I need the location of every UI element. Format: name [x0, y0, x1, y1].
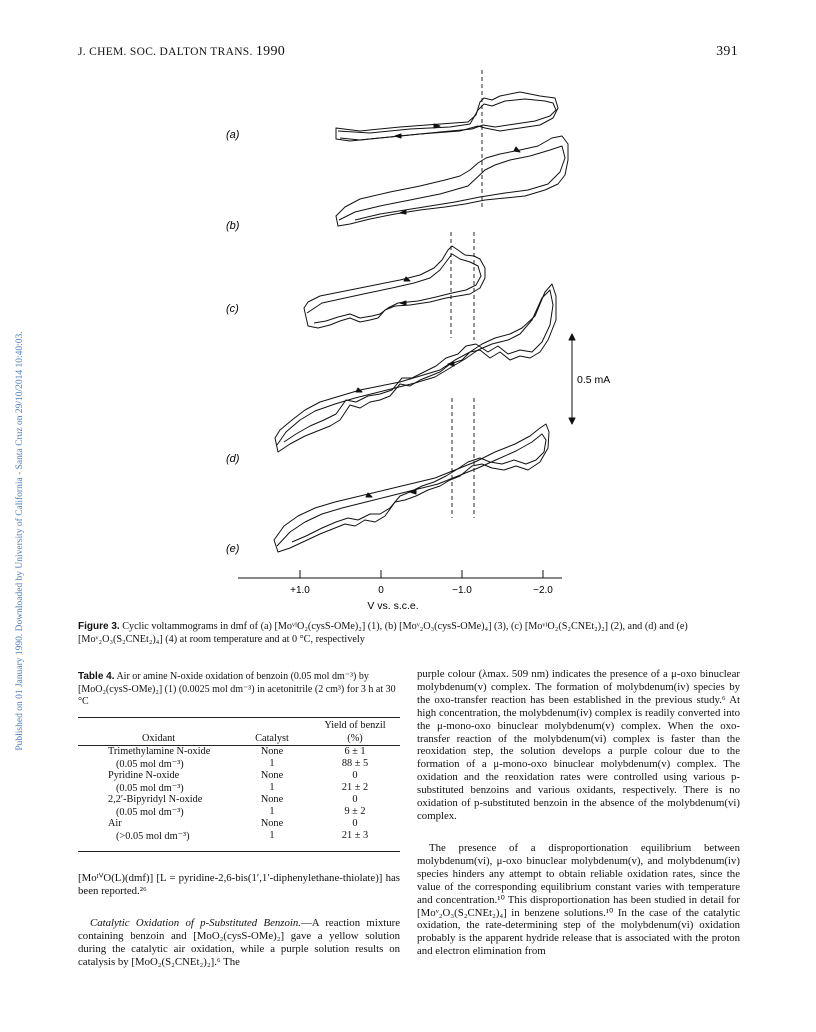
table-cell: 9 ± 2: [344, 806, 366, 817]
table-cell: Air: [108, 818, 122, 829]
table-caption: [78, 671, 400, 709]
x-tick-label: +1.0: [290, 585, 310, 596]
journal-year: 1990: [255, 44, 286, 59]
scale-bar-label: 0.5 mA: [577, 374, 611, 386]
table-cell: 1: [269, 758, 275, 769]
voltammogram-b: [336, 136, 568, 226]
table-label: Table 4.: [78, 671, 115, 682]
table-body: [78, 746, 400, 846]
table-cell: 1: [269, 830, 275, 841]
download-note: Published on 01 January 1990. Downloaded by University of California - Santa Cruz on 29/10/2014 10:40:03.: [15, 331, 25, 751]
table-cell: (>0.05 mol dm⁻³): [116, 831, 190, 842]
table-row: [78, 806, 400, 818]
table-cell: 0: [352, 770, 358, 781]
panel-label-d: (d): [226, 453, 240, 465]
right-paragraph-2: The presence of a disproportionation equilibrium between molybdenum(vi), μ-oxo binuclear molybdenum(v), and molybdenum(iv) species hinders any attempt to obtain reliable oxidation rates, since the value of the corresponding equilibrium constant varies with temperature and concentration.¹⁰ This disproportionation has been studied in detail for [Moᵛ₂O₃(S₂CNEt₂)₄] in benzene solutions.¹⁰ In the case of the catalytic oxidation, the rate-determining step of the molybdenum(vi) oxidation probably is the apparent hydride release that is associated with the proton and electron elimination from: [417, 842, 740, 958]
table-cell: None: [260, 746, 284, 757]
panel-label-b: (b): [226, 220, 240, 232]
potential-axis: [238, 570, 562, 578]
panel-label-e: (e): [226, 543, 240, 555]
x-tick-label: −2.0: [533, 585, 553, 596]
peak-guide-lines: [451, 70, 482, 518]
table-cell: 1: [269, 806, 275, 817]
table-cell: 6 ± 1: [344, 746, 366, 757]
table-caption-text: Air or amine N-oxide oxidation of benzoin (0.05 mol dm⁻³) by [MoO₂(cysS-OMe)₂] (1) (0.0025 mol dm⁻³) in acetonitrile (2 cm³) for 3 h at 30 °C: [78, 671, 396, 707]
journal-name: J. CHEM. SOC. DALTON TRANS.: [78, 46, 253, 58]
table-cell: None: [260, 770, 284, 781]
table-cell: (0.05 mol dm⁻³): [116, 759, 184, 770]
table-cell: Pyridine N-oxide: [108, 770, 180, 781]
figure-caption-label: Figure 3.: [78, 621, 120, 632]
left-paragraph-1: [MoᴵⱽO(L)(dmf)] [L = pyridine-2,6-bis(1′,1′-diphenylethane-thiolate)] has been reported.²⁶: [78, 872, 400, 897]
table-cell: 0: [352, 818, 358, 829]
table-cell: 21 ± 3: [341, 830, 369, 841]
table-header-units: (%): [347, 733, 363, 744]
table-header-yield: Yield of benzil: [324, 720, 386, 731]
page-number: 391: [716, 44, 738, 59]
table-row: [78, 830, 400, 842]
table-row: [78, 782, 400, 794]
voltammogram-e: [274, 424, 549, 552]
table-row: [78, 818, 400, 830]
table-cell: Trimethylamine N-oxide: [108, 746, 211, 757]
section-heading: Catalytic Oxidation of p-Substituted Benzoin.: [90, 917, 301, 929]
table-row: [78, 794, 400, 806]
x-tick-label: 0: [378, 585, 384, 596]
voltammogram-a: [336, 92, 558, 141]
right-paragraph-1: purple colour (λmax. 509 nm) indicates the presence of a μ-oxo binuclear molybdenum(v) complex. The formation of molybdenum(iv) species by the oxo-transfer reaction has been established in the previous study.⁶ At high concentration, the molybdenum(iv) complex is readily converted into the μ-mono-oxo binuclear molybdenum(v) complex. When the oxo-transfer reaction of the molybdenum(vi) complex is faster than the reoxidation step, the solution develops a purple colour due to the formation of a μ-mono-oxo binuclear molybdenum(v) complex. The oxidation and the reoxidation rates were controlled using various p-substituted benzoins and various oxidants, respectively. There is no oxidation of p-substituted benzoin in the absence of the molybdenum(vi) complex.: [417, 668, 740, 822]
figure-caption: [78, 620, 740, 646]
table-cell: None: [260, 794, 284, 805]
figure-caption-text: Cyclic voltammograms in dmf of (a) [MoᵛᴵO₂(cysS-OMe)₂] (1), (b) [Moᵛ₂O₃(cysS-OMe)₄] (3), (c) [MoᵛᴵO₂(S₂CNEt₂)₂] (2), and (d) and (e) [Moᵛ₂O₃(S₂CNEt₂)₄] (4) at room temperature and at 0 °C, respectively: [78, 621, 688, 645]
x-axis-label: V vs. s.c.e.: [367, 600, 419, 612]
table-bottom-rule: [78, 851, 400, 852]
table-cell: (0.05 mol dm⁻³): [116, 807, 184, 818]
voltammogram-c: [304, 246, 485, 328]
table-cell: 0: [352, 794, 358, 805]
table-header-catalyst: Catalyst: [255, 733, 289, 744]
left-paragraph-2: [78, 917, 400, 969]
table-top-rule: [78, 717, 400, 718]
table-row: [78, 770, 400, 782]
table-row: [78, 746, 400, 758]
table-cell: 2,2′-Bipyridyl N-oxide: [108, 794, 203, 805]
table-cell: 1: [269, 782, 275, 793]
left-paragraph-2-text: —A reaction mixture containing benzoin and [MoO₂(cysS-OMe)₂] gave a yellow solution during the catalytic air oxidation, while a purple solution results on catalysis by [MoO₂(S₂CNEt₂)₂].⁶ The: [78, 917, 401, 968]
table-cell: (0.05 mol dm⁻³): [116, 783, 184, 794]
x-tick-label: −1.0: [452, 585, 472, 596]
panel-label-a: (a): [226, 129, 240, 141]
table-header-oxidant: Oxidant: [142, 733, 176, 744]
table-cell: 21 ± 2: [341, 782, 369, 793]
current-scale-bar: [569, 334, 575, 424]
table-row: [78, 758, 400, 770]
table-cell: None: [260, 818, 284, 829]
table-cell: 88 ± 5: [341, 758, 369, 769]
panel-label-c: (c): [226, 303, 239, 315]
voltammogram-d: [275, 284, 556, 452]
